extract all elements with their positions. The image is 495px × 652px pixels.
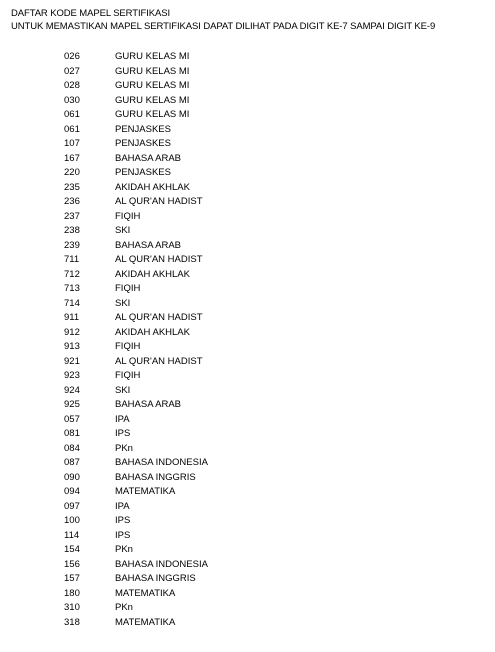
list-item <box>64 427 208 442</box>
subject-name: MATEMATIKA <box>115 616 176 628</box>
subject-code: 921 <box>64 355 80 367</box>
document-subtitle: UNTUK MEMASTIKAN MAPEL SERTIFIKASI DAPAT DILIHAT PADA DIGIT KE-7 SAMPAI DIGIT KE-9 <box>11 21 436 32</box>
subject-code: 236 <box>64 196 80 207</box>
subject-name: SKI <box>115 297 131 309</box>
subject-code: 156 <box>64 558 80 570</box>
list-item <box>64 268 208 283</box>
list-item <box>64 50 208 65</box>
subject-name: PENJASKES <box>115 138 171 149</box>
list-item <box>64 471 208 486</box>
subject-code: 090 <box>64 471 80 483</box>
list-item <box>64 94 208 109</box>
subject-code: 081 <box>64 428 80 439</box>
subject-code: 057 <box>64 413 80 425</box>
subject-name: IPA <box>115 500 130 512</box>
subject-name: SKI <box>115 384 131 396</box>
subject-code: 912 <box>64 326 80 338</box>
subject-code: 027 <box>64 65 80 77</box>
subject-name: AL QUR'AN HADIST <box>115 312 203 323</box>
subject-name: PENJASKES <box>115 123 171 135</box>
subject-name: FIQIH <box>115 283 141 294</box>
subject-name: FIQIH <box>115 210 141 222</box>
subject-code: 026 <box>64 51 80 62</box>
list-item <box>64 195 208 210</box>
subject-code: 180 <box>64 587 80 599</box>
subject-name: IPS <box>115 515 131 526</box>
list-item <box>64 558 208 573</box>
subject-code: 061 <box>64 123 80 135</box>
subject-name: IPS <box>115 529 131 541</box>
list-item <box>64 500 208 515</box>
list-item <box>64 485 208 500</box>
list-item <box>64 384 208 399</box>
code-list <box>64 50 208 630</box>
subject-code: 087 <box>64 457 80 468</box>
subject-name: SKI <box>115 225 131 236</box>
list-item <box>64 79 208 94</box>
list-item <box>64 529 208 544</box>
subject-code: 713 <box>64 283 80 294</box>
subject-name: PKn <box>115 602 133 613</box>
list-item <box>64 108 208 123</box>
subject-code: 028 <box>64 80 80 91</box>
list-item <box>64 413 208 428</box>
subject-code: 911 <box>64 312 80 323</box>
list-item <box>64 311 208 326</box>
subject-name: AL QUR'AN HADIST <box>115 196 203 207</box>
subject-name: PENJASKES <box>115 167 171 178</box>
list-item <box>64 514 208 529</box>
subject-name: IPS <box>115 428 131 439</box>
subject-code: 712 <box>64 268 80 280</box>
subject-name: AKIDAH AKHLAK <box>115 181 190 193</box>
list-item <box>64 369 208 384</box>
subject-name: AKIDAH AKHLAK <box>115 268 190 280</box>
subject-code: 154 <box>64 544 80 555</box>
subject-code: 913 <box>64 341 80 352</box>
subject-name: AL QUR'AN HADIST <box>115 355 203 367</box>
subject-name: IPA <box>115 413 130 425</box>
subject-name: BAHASA ARAB <box>115 239 182 251</box>
subject-name: GURU KELAS MI <box>115 65 190 77</box>
subject-name: BAHASA INDONESIA <box>115 558 208 570</box>
subject-code: 094 <box>64 486 80 497</box>
subject-name: GURU KELAS MI <box>115 94 190 106</box>
list-item <box>64 152 208 167</box>
subject-code: 239 <box>64 239 80 251</box>
subject-name: PKn <box>115 442 133 454</box>
subject-code: 238 <box>64 225 80 236</box>
subject-code: 714 <box>64 297 80 309</box>
document-header <box>11 7 435 33</box>
subject-code: 237 <box>64 210 80 222</box>
subject-name: GURU KELAS MI <box>115 51 190 62</box>
subject-name: MATEMATIKA <box>115 587 176 599</box>
list-item <box>64 587 208 602</box>
subject-code: 923 <box>64 370 80 381</box>
list-item <box>64 456 208 471</box>
subject-name: BAHASA INDONESIA <box>115 457 208 468</box>
list-item <box>64 210 208 225</box>
subject-name: GURU KELAS MI <box>115 80 190 91</box>
subject-name: BAHASA INGGRIS <box>115 573 196 584</box>
subject-code: 100 <box>64 515 80 526</box>
list-item <box>64 616 208 631</box>
list-item <box>64 65 208 80</box>
list-item <box>64 239 208 254</box>
list-item <box>64 181 208 196</box>
subject-name: AKIDAH AKHLAK <box>115 326 190 338</box>
subject-code: 030 <box>64 94 80 106</box>
subject-code: 114 <box>64 529 80 541</box>
list-item <box>64 601 208 616</box>
list-item <box>64 340 208 355</box>
document-title: DAFTAR KODE MAPEL SERTIFIKASI <box>11 8 170 19</box>
list-item <box>64 572 208 587</box>
subject-name: BAHASA ARAB <box>115 152 182 164</box>
list-item <box>64 355 208 370</box>
subject-name: FIQIH <box>115 370 141 381</box>
subject-name: PKn <box>115 544 133 555</box>
subject-name: GURU KELAS MI <box>115 109 190 120</box>
subject-code: 220 <box>64 167 80 178</box>
list-item <box>64 543 208 558</box>
subject-code: 107 <box>64 138 80 149</box>
subject-code: 310 <box>64 602 80 613</box>
subject-name: MATEMATIKA <box>115 486 176 497</box>
list-item <box>64 282 208 297</box>
subject-code: 235 <box>64 181 80 193</box>
subject-code: 925 <box>64 399 80 410</box>
list-item <box>64 297 208 312</box>
list-item <box>64 123 208 138</box>
list-item <box>64 398 208 413</box>
list-item <box>64 442 208 457</box>
list-item <box>64 253 208 268</box>
list-item <box>64 166 208 181</box>
subject-code: 084 <box>64 442 80 454</box>
subject-code: 061 <box>64 109 80 120</box>
subject-code: 318 <box>64 616 80 628</box>
subject-code: 157 <box>64 573 80 584</box>
list-item <box>64 137 208 152</box>
subject-code: 924 <box>64 384 80 396</box>
list-item <box>64 326 208 341</box>
subject-code: 167 <box>64 152 80 164</box>
subject-code: 097 <box>64 500 80 512</box>
list-item <box>64 224 208 239</box>
subject-code: 711 <box>64 254 80 265</box>
subject-name: FIQIH <box>115 341 141 352</box>
subject-name: BAHASA INGGRIS <box>115 471 196 483</box>
subject-name: BAHASA ARAB <box>115 399 182 410</box>
subject-name: AL QUR'AN HADIST <box>115 254 203 265</box>
